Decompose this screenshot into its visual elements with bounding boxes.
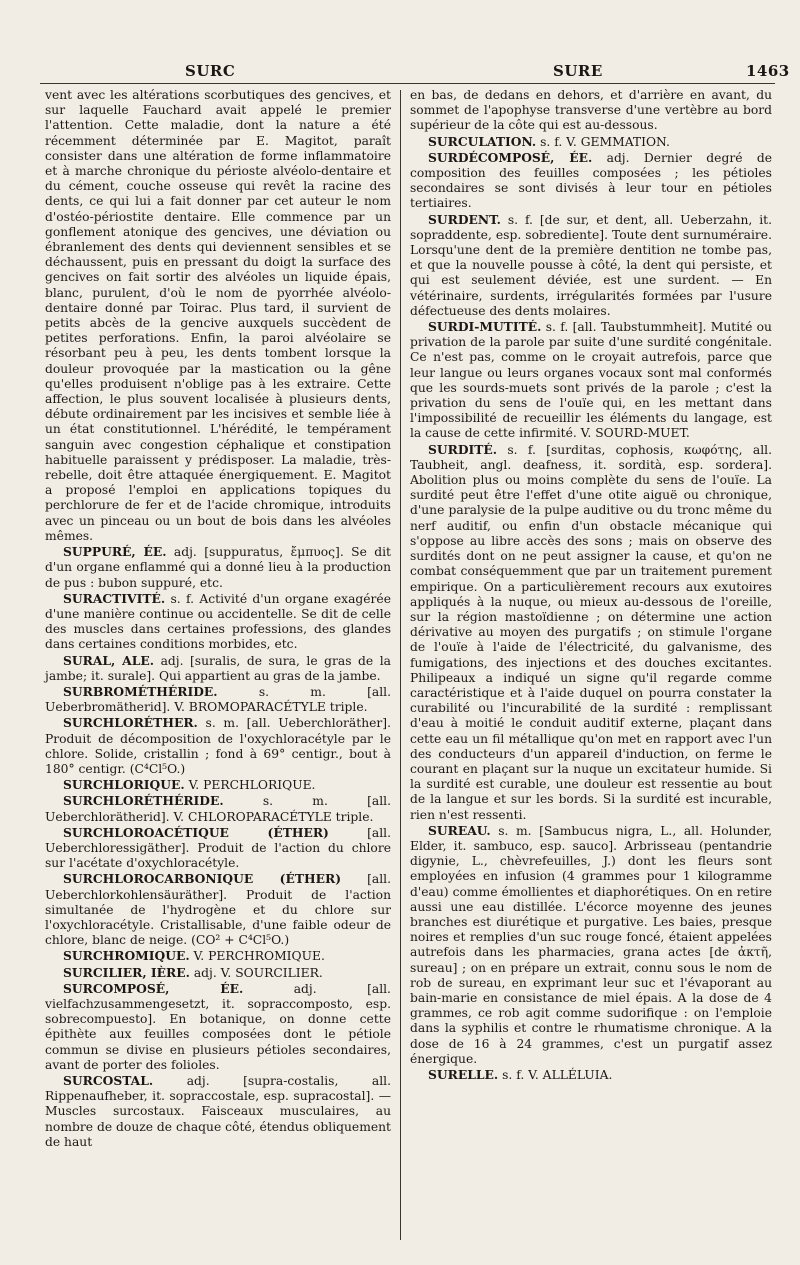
entry-text: adj. [suralis, de sura, le gras de la jambe; it. surale]. Qui appartient au gras de la jambe. [45, 653, 391, 683]
entry-text: s. f. V. GEMMATION. [540, 134, 670, 149]
entry [410, 319, 772, 442]
entry-text: en bas, de dedans en dehors, et d'arrière en avant, du sommet de l'apophyse transverse d'une vertèbre au bord supérieur de la côte qui est au-dessous. [410, 88, 772, 133]
entry-continuation [45, 88, 391, 544]
running-head-left: SURC [185, 62, 236, 80]
entry-text: adj. [supra-costalis, all. Rippenaufheber, it. sopraccostale, esp. supracostal]. — Muscles surcostaux. Faisceaux musculaires, au nombre de douze de chaque côté, étendus obliquement de haut [45, 1074, 391, 1149]
headword: SURCHLOROCARBONIQUE (ÉTHER) [63, 871, 342, 887]
entry-text: [all. Ueberchlorkohlensäuräther]. Produit de l'action simultanée de l'hydrogène et du chlore sur l'oxychloracétyle. Cristallisable, d'une faible odeur de chlore, blanc de neige. (CO² + C⁴Cl⁵O.) [45, 872, 391, 948]
entry-text: s. f. [all. Taubstummheit]. Mutité ou privation de la parole par suite d'une surdité congénitale. Ce n'est pas, comme on le croyait autrefois, parce que leur langue ou leurs organes vocaux sont mal conformés que les sourds-muets sont privés de la parole ; c'est la privation du sens de l'ouïe qui, en les mettant dans l'impossibilité de recueillir les éléments du langage, est la cause de cette infirmité. V. SOURD-MUET. [410, 320, 772, 441]
entry-text: s. m. [all. Ueberchloräther]. Produit de décomposition de l'oxychloracétyle par le chlore. Solide, cristallin ; fond à 69° centigr., bout à 180° centigr. (C⁴Cl⁵O.) [45, 716, 391, 776]
entry [45, 544, 391, 591]
entry-text: adj. [suppuratus, ἔμπυος]. Se dit d'un organe enflammé qui a donné lieu à la production de pus : bubon suppuré, etc. [45, 545, 391, 590]
entry-text: s. m. [all. Ueberbromätherid]. V. BROMOPARACÉTYLE triple. [45, 684, 391, 715]
entry-text: V. PERCHLORIQUE. [188, 778, 316, 793]
entry-text: s. m. [all. Ueberchlorätherid]. V. CHLOROPARACÉTYLE triple. [45, 794, 391, 824]
entry [45, 653, 391, 684]
headword: SUPPURÉ, ÉE. [63, 544, 167, 560]
entry-text: s. f. V. ALLÉLUIA. [502, 1068, 613, 1082]
entry-text: s. m. [Sambucus nigra, L., all. Holunder, Elder, it. sambuco, esp. sauco]. Arbrisseau (pentandrie digynie, L., chèvrefeuilles, J.) dont les fleurs sont employées en infusion (4 grammes pour 1 kilogramme d'eau) comme émollientes et diaphorétiques. On en retire aussi une eau distillée. L'écorce moyenne des jeunes branches est diurétique et purgative. Les baies, presque noires et remplies d'un suc rouge foncé, étaient appelées autrefois dans les pharmacies, grana actes [de ἀκτῆ, sureau] ; on en prépare un extrait, connu sous le nom de rob de sureau, en exprimant leur suc et l'évaporant au bain-marie en consistance de miel épais. A la dose de 4 grammes, ce rob agit comme sudorifique : on l'emploie dans la syphilis et contre le rhumatisme chronique. A la dose de 16 à 24 grammes, c'est un purgatif assez énergique. [410, 823, 772, 1066]
right-column [410, 88, 772, 1083]
headword: SURCOMPOSÉ, ÉE. [63, 980, 244, 996]
entry-text: s. f. [surditas, cophosis, κωφότης, all. Taubheit, angl. deafness, it. sordità, esp. sordera]. Abolition plus ou moins complète du sens de l'ouïe. La surdité peut être l'effet d'une otite aiguë ou chronique, d'une paralysie de la pulpe auditive ou du tronc même du nerf auditif, ou enfin d'un obstacle mécanique qui s'oppose au libre accès des sons ; mais on observe des surdités dont on ne peut assigner la cause, et qu'on ne combat conséquemment que par un traitement purement empirique. On a particulièrement recours aux exutoires appliqués à la nuque, ou mieux au-dessous de l'oreille, sur la région mastoïdienne ; on détermine une action dérivative au moyen des purgatifs ; on stimule l'organe de l'ouïe à l'aide de l'électricité, du galvanisme, des fumigations, des injections et des douches excitantes. Philipeaux a indiqué un signe qu'il regarde comme caractéristique et à l'aide duquel on pourra constater la curabilité ou l'incurabilité de la surdité : remplissant d'eau à moitié le conduit auditif externe, plaçant dans cette eau un fil métallique qu'on met en rapport avec l'un des conducteurs d'un appareil d'induction, on ferme le courant en plaçant sur la nuque un excitateur humide. Si la surdité est curable, une douleur est ressentie au bout de la langue et sur les bords. Si la surdité est incurable, rien n'est ressenti. [410, 442, 772, 822]
headword: SURDÉCOMPOSÉ, ÉE. [428, 149, 593, 165]
entry [410, 1067, 772, 1083]
headword: SURELLE. [428, 1067, 499, 1082]
entry [410, 150, 772, 212]
page-number: 1463 [746, 62, 790, 80]
entry [45, 793, 391, 824]
entry [45, 715, 391, 777]
entry [45, 1073, 391, 1150]
headword: SURCHLOROACÉTIQUE (ÉTHER) [63, 824, 329, 840]
headword: SURDI-MUTITÉ. [428, 319, 542, 335]
entry [45, 825, 391, 872]
headword: SURCHLORÉTHÉRIDE. [63, 793, 224, 809]
entry-text: adj. [all. vielfachzusammengesetzt, it. sopraccomposto, esp. sobrecompuesto]. En botanique, on donne cette épithète aux feuilles composées dont le pétiole commun se divise en plusieurs pétioles secondaires, avant de porter des folioles. [45, 981, 391, 1072]
headword: SURACTIVITÉ. [63, 590, 166, 606]
entry [45, 684, 391, 715]
headword: SURCILIER, IÈRE. [63, 964, 190, 980]
entry-text: s. f. [de sur, et dent, all. Ueberzahn, it. sopraddente, esp. sobrediente]. Toute dent surnuméraire. Lorsqu'une dent de la première dentition ne tombe pas, et que la nouvelle pousse à côté, la dent qui persiste, et qui est seulement déviée, est une surdent. — En vétérinaire, surdents, irrégularités formées par l'usure défectueuse des dents molaires. [410, 212, 772, 318]
headword: SURDENT. [428, 211, 501, 227]
entry-text: vent avec les altérations scorbutiques des gencives, et sur laquelle Fauchard avait appelé le premier l'attention. Cette maladie, dont la nature a été récemment déterminée par E. Magitot, paraît consister dans une altération de forme inflammatoire et à marche chronique du périoste alvéolo-dentaire et du cément, couche osseuse qui revêt la racine des dents, ce qui lui a fait donner par cet auteur le nom d'ostéo-périostite dentaire. Elle commence par un gonflement atonique des gencives, une déviation ou ébranlement des dents qui deviennent sensibles et se déchaussent, puis en pressant du doigt la surface des gencives on fait sortir des alvéoles un liquide épais, blanc, purulent, d'où le nom de pyorrhée alvéolo-dentaire donné par Toirac. Plus tard, il survient de petits abcès de la gencive auxquels succèdent de petites perforations. Enfin, la paroi alvéolaire se résorbant peu à peu, les dents tombent lorsque la douleur provoquée par la mastication ou la gêne qu'elles produisent n'oblige pas à les extraire. Cette affection, le plus souvent localisée à plusieurs dents, débute ordinairement par les incisives et semble liée à un état constitutionnel. L'hérédité, le tempérament sanguin avec congestion céphalique et constipation habituelle paraissent y prédisposer. La maladie, très-rebelle, doit être attaquée énergiquement. E. Magitot a proposé l'emploi en applications topiques du perchlorure de fer et de l'acide chromique, introduits avec un pinceau ou un bout de bois dans les alvéoles mêmes. [45, 88, 391, 543]
entry [45, 871, 391, 948]
entry-continuation [410, 88, 772, 134]
headword: SURCHLORÉTHER. [63, 715, 198, 731]
entry [410, 823, 772, 1067]
entry-text: adj. V. SOURCILIER. [193, 965, 323, 980]
entry [45, 965, 391, 981]
entry [45, 591, 391, 653]
entry [410, 134, 772, 150]
entry-text: s. f. Activité d'un organe exagérée d'une manière continue ou accidentelle. Se dit de celle des muscles dans certaines professions, des glandes dans certaines conditions morbides, etc. [45, 591, 391, 652]
entry-text: [all. Ueberchloressigäther]. Produit de l'action du chlore sur l'acétate d'oxychloracétyle. [45, 825, 391, 871]
headword: SURAL, ALE. [63, 652, 155, 668]
headword: SURBROMÉTHÉRIDE. [63, 683, 218, 699]
entry [45, 981, 391, 1073]
entry [45, 948, 391, 964]
entry [45, 777, 391, 793]
column-divider [400, 90, 401, 1240]
entry-text: adj. Dernier degré de composition des feuilles composées ; les pétioles secondaires se sont divisés à leur tour en pétioles tertiaires. [410, 150, 772, 211]
headword: SURCHLORIQUE. [63, 777, 185, 793]
headword: SURDITÉ. [428, 441, 498, 457]
headword: SURCHROMIQUE. [63, 948, 190, 964]
entry [410, 442, 772, 823]
entry [410, 212, 772, 319]
headword: SURCULATION. [428, 133, 537, 149]
header-rule [40, 83, 775, 84]
left-column [45, 88, 391, 1150]
headword: SURCOSTAL. [63, 1073, 154, 1088]
entry-text: V. PERCHROMIQUE. [193, 949, 325, 964]
running-head-center: SURE [553, 62, 603, 80]
headword: SUREAU. [428, 822, 491, 838]
